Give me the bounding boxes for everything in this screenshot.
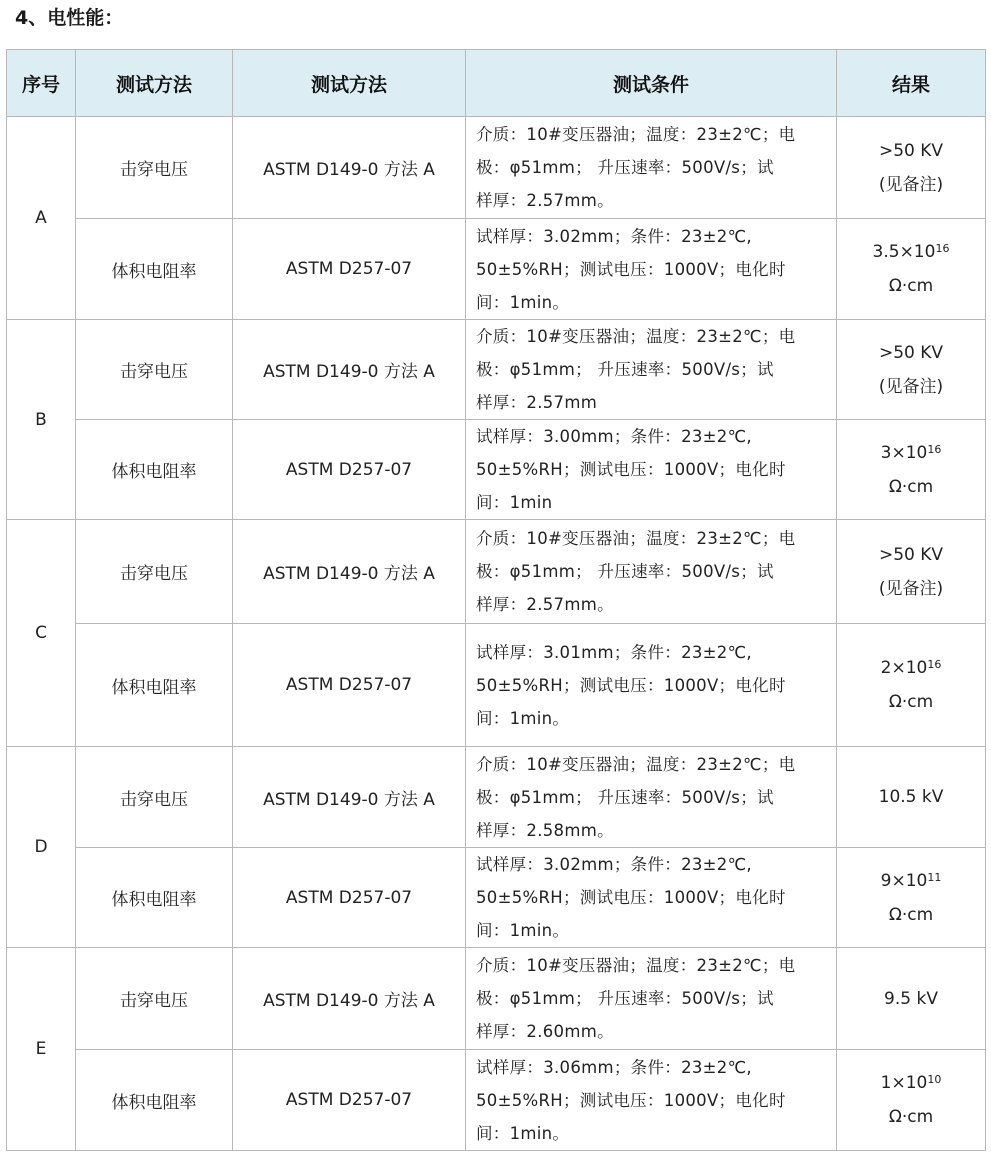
test-standard-cell: ASTM D257-07 <box>233 624 466 747</box>
condition-line: 50±5%RH；测试电压：1000V；电化时 <box>476 888 786 907</box>
sample-id-cell: A <box>7 117 76 320</box>
result-note: (见备注) <box>878 174 944 195</box>
result-exponent: 16 <box>927 442 942 456</box>
result-unit: Ω·cm <box>888 692 934 712</box>
result-unit: Ω·cm <box>888 276 934 296</box>
sample-id-cell: C <box>7 520 76 747</box>
test-item-cell: 体积电阻率 <box>76 1050 233 1151</box>
test-item-cell: 体积电阻率 <box>76 420 233 520</box>
result-value: 9.5 kV <box>884 988 938 1009</box>
test-item-cell: 击穿电压 <box>76 520 233 624</box>
test-conditions-cell <box>466 1050 837 1151</box>
result-value: >50 KV <box>878 140 944 161</box>
sample-id-cell: E <box>7 948 76 1151</box>
test-standard-cell: ASTM D257-07 <box>233 1050 466 1151</box>
sample-id-cell: B <box>7 320 76 520</box>
section-title: 4、电性能： <box>15 7 124 29</box>
condition-line: 样厚：2.57mm。 <box>476 191 614 210</box>
condition-line: 50±5%RH；测试电压：1000V；电化时 <box>476 460 786 479</box>
result-exponent: 16 <box>935 242 950 255</box>
table-header <box>7 50 986 117</box>
result-unit: Ω·cm <box>888 1107 934 1127</box>
test-item-cell: 体积电阻率 <box>76 219 233 320</box>
result-value <box>837 864 985 898</box>
condition-line: 介质：10#变压器油；温度：23±2℃；电 <box>476 125 796 144</box>
condition-line: 极：φ51mm； 升压速率：500V/s；试 <box>476 787 774 807</box>
table-row <box>7 420 986 520</box>
header-test-conditions: 测试条件 <box>466 50 837 117</box>
test-item-cell: 体积电阻率 <box>76 624 233 747</box>
test-conditions-cell <box>466 117 837 219</box>
result-cell <box>837 747 986 848</box>
test-standard-cell: ASTM D149-0 方法 A <box>233 520 466 624</box>
table-row <box>7 219 986 320</box>
condition-line: 介质：10#变压器油；温度：23±2℃；电 <box>476 956 796 975</box>
test-item-cell: 击穿电压 <box>76 320 233 420</box>
result-cell <box>837 219 986 320</box>
condition-line: 试样厚：3.02mm；条件：23±2℃, <box>476 226 752 246</box>
result-mantissa: 3.5×10 <box>872 242 936 262</box>
table-row <box>7 747 986 848</box>
condition-line: 样厚：2.60mm。 <box>476 1022 614 1041</box>
test-item-cell: 击穿电压 <box>76 117 233 219</box>
test-conditions-cell <box>466 520 837 624</box>
header-row <box>7 50 986 117</box>
condition-line: 间：1min。 <box>476 292 570 312</box>
result-exponent: 10 <box>927 1073 942 1086</box>
result-value: >50 KV <box>878 342 944 363</box>
condition-line: 极：φ51mm； 升压速率：500V/s；试 <box>476 360 774 379</box>
test-conditions-cell <box>466 320 837 420</box>
result-cell <box>837 1050 986 1151</box>
condition-line: 50±5%RH；测试电压：1000V；电化时 <box>476 675 786 695</box>
test-conditions-cell <box>466 747 837 848</box>
test-standard-cell: ASTM D149-0 方法 A <box>233 117 466 219</box>
electrical-properties-table <box>6 49 986 1151</box>
table-body <box>7 117 986 1151</box>
test-conditions-cell <box>466 624 837 747</box>
test-standard-cell: ASTM D149-0 方法 A <box>233 948 466 1050</box>
condition-line: 间：1min。 <box>476 708 570 728</box>
sample-id-cell: D <box>7 747 76 948</box>
table-row <box>7 624 986 747</box>
condition-line: 样厚：2.57mm。 <box>476 595 614 614</box>
result-exponent: 16 <box>927 658 942 671</box>
condition-line: 间：1min。 <box>476 921 570 940</box>
result-value <box>837 651 985 685</box>
result-cell <box>837 117 986 219</box>
result-mantissa: 9×10 <box>880 870 928 891</box>
test-item-cell: 击穿电压 <box>76 948 233 1050</box>
result-mantissa: 3×10 <box>880 442 928 463</box>
condition-line: 试样厚：3.00mm；条件：23±2℃, <box>476 427 752 446</box>
result-mantissa: 2×10 <box>880 658 928 678</box>
test-standard-cell: ASTM D257-07 <box>233 219 466 320</box>
result-value <box>837 1066 985 1100</box>
condition-line: 样厚：2.58mm。 <box>476 820 614 840</box>
table-row <box>7 948 986 1050</box>
condition-line: 极：φ51mm； 升压速率：500V/s；试 <box>476 562 774 581</box>
condition-line: 介质：10#变压器油；温度：23±2℃；电 <box>476 327 796 346</box>
result-cell <box>837 520 986 624</box>
condition-line: 介质：10#变压器油；温度：23±2℃；电 <box>476 754 796 774</box>
header-test-method: 测试方法 <box>76 50 233 117</box>
condition-line: 样厚：2.57mm <box>476 393 598 412</box>
result-cell <box>837 420 986 520</box>
condition-line: 50±5%RH；测试电压：1000V；电化时 <box>476 1090 786 1110</box>
result-note: (见备注) <box>878 376 944 397</box>
condition-line: 极：φ51mm； 升压速率：500V/s；试 <box>476 158 774 177</box>
result-mantissa: 1×10 <box>880 1073 928 1093</box>
header-result: 结果 <box>837 50 986 117</box>
test-standard-cell: ASTM D149-0 方法 A <box>233 747 466 848</box>
test-standard-cell: ASTM D257-07 <box>233 848 466 948</box>
result-cell <box>837 948 986 1050</box>
result-value <box>837 436 985 470</box>
result-value: 10.5 kV <box>878 787 944 807</box>
test-conditions-cell <box>466 948 837 1050</box>
condition-line: 间：1min <box>476 493 553 512</box>
table-row <box>7 320 986 420</box>
result-cell <box>837 848 986 948</box>
test-conditions-cell <box>466 848 837 948</box>
test-item-cell: 击穿电压 <box>76 747 233 848</box>
result-value <box>837 235 985 269</box>
result-exponent: 11 <box>927 870 942 884</box>
table-row <box>7 848 986 948</box>
result-value: >50 KV <box>878 544 944 565</box>
result-note: (见备注) <box>878 578 944 599</box>
test-conditions-cell <box>466 420 837 520</box>
condition-line: 试样厚：3.06mm；条件：23±2℃, <box>476 1057 752 1077</box>
condition-line: 介质：10#变压器油；温度：23±2℃；电 <box>476 529 796 548</box>
result-unit: Ω·cm <box>888 904 934 925</box>
test-standard-cell: ASTM D149-0 方法 A <box>233 320 466 420</box>
test-standard-cell: ASTM D257-07 <box>233 420 466 520</box>
condition-line: 试样厚：3.01mm；条件：23±2℃, <box>476 642 752 662</box>
table-row <box>7 117 986 219</box>
test-item-cell: 体积电阻率 <box>76 848 233 948</box>
table-row <box>7 1050 986 1151</box>
header-index: 序号 <box>7 50 76 117</box>
condition-line: 极：φ51mm； 升压速率：500V/s；试 <box>476 989 774 1008</box>
condition-line: 试样厚：3.02mm；条件：23±2℃, <box>476 855 752 874</box>
condition-line: 间：1min。 <box>476 1123 570 1143</box>
condition-line: 50±5%RH；测试电压：1000V；电化时 <box>476 259 786 279</box>
header-test-standard: 测试方法 <box>233 50 466 117</box>
test-conditions-cell <box>466 219 837 320</box>
result-cell <box>837 320 986 420</box>
result-cell <box>837 624 986 747</box>
table-row <box>7 520 986 624</box>
result-unit: Ω·cm <box>888 476 934 497</box>
